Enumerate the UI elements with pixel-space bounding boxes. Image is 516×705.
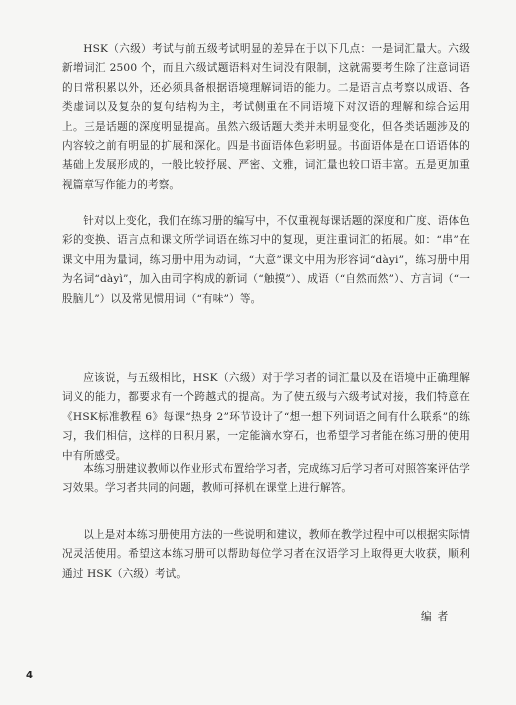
page-number: 4 [26,670,33,681]
paragraph-homework-suggestion [62,460,470,499]
paragraph-closing-remarks [62,526,470,584]
paragraph-exam-differences [62,40,470,195]
paragraph-text: 本练习册建议教师以作业形式布置给学习者，完成练习后学习者可对照答案评估学习效果。学习者共同的问题，教师可择机在课堂上进行解答。 [62,463,470,495]
paragraph-text: HSK（六级）考试与前五级考试明显的差异在于以下几点：一是词汇量大。六级新增词汇 2500 个，而且六级试题语料对生词没有限制，这就需要考生除了注意词语的日常积累以外，还必须具备根据语境理解词语的能力。二是语言点考察以成语、各类虚词以及复杂的复句结构为主，考试侧重在不同语境下对汉语的理解和综合运用上。三是话题的深度明显提高。虽然六级话题大类并未明显变化，但各类话题涉及的内容较之前有明显的扩展和深化。四是书面语体色彩明显。书面语体是在口语语体的基础上发展形成的，一般比较抒展、严密、文雅，词汇量也较口语丰富。五是更加重视篇章写作能力的考察。 [62,43,470,191]
paragraph-text: 以上是对本练习册使用方法的一些说明和建议，教师在教学过程中可以根据实际情况灵活使用。希望这本练习册可以帮助每位学习者在汉语学习上取得更大收获，顺利通过 HSK（六级）考试。 [62,529,470,580]
paragraph-vocabulary-requirements [62,369,470,466]
paragraph-text: 针对以上变化，我们在练习册的编写中，不仅重视每课话题的深度和广度、语体色彩的变换、语言点和课文所学词语在练习中的复现，更注重词汇的拓展。如：“串”在课文中用为量词，练习册中用为动词，“大意”课文中用为形容词“dàyi”，练习册中用为名词“dàyì”，加入由司字构成的新词（“触摸”）、成语（“自然而然”）、方言词（“一股脑儿”）以及常见惯用词（“有味”）等。 [62,215,470,305]
paragraph-workbook-design [62,212,470,309]
paragraph-text: 应该说，与五级相比，HSK（六级）对于学习者的词汇量以及在语境中正确理解词义的能力，都要求有一个跨越式的提高。为了使五级与六级考试对接，我们特意在《HSK标准教程 6》每课“热身 2”环节设计了“想一想下列词语之间有什么联系”的练习，我们相信，这样的日积月累，一定能滴水穿石，也希望学习者能在练习册的使用中有所感受。 [62,372,470,462]
editor-signature: 编者 [421,611,455,623]
